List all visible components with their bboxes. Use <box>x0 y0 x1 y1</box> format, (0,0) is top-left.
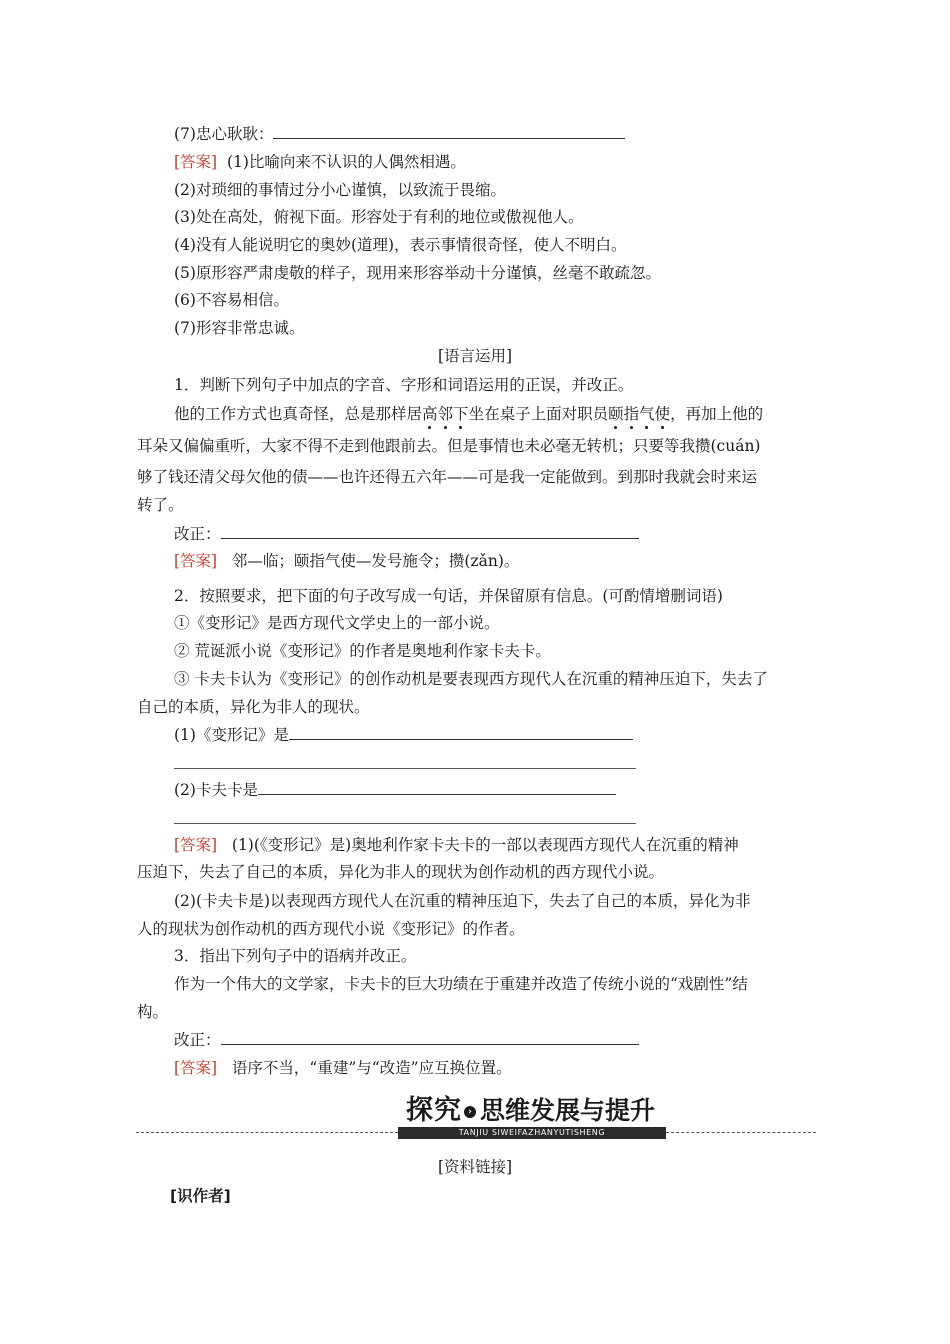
q3-sentence-a: 作为一个伟大的文学家，卡夫卡的巨大功绩在于重建并改造了传统小说的“戏剧性”结 <box>174 975 748 993</box>
q2-answer-2b: 人的现状为创作动机的西方现代小说《变形记》的作者。 <box>137 920 525 938</box>
q3-answer <box>174 1058 512 1078</box>
fix-label: 改正： <box>174 1031 221 1049</box>
q3-fix-line <box>174 1030 639 1050</box>
dotted-char: 下 <box>453 405 469 423</box>
q2-blank-1 <box>174 725 633 745</box>
answer-blank-line <box>174 823 636 824</box>
q1-text: 坐在桌子上面对职员 <box>468 405 609 423</box>
section-heading-material: [资料链接] <box>437 1158 513 1176</box>
section-banner <box>136 1096 816 1144</box>
q2-sentence-3a: ③ 卡夫卡认为《变形记》的创作动机是要表现西方现代人在沉重的精神压迫下，失去了 <box>174 670 768 688</box>
fix-blank <box>221 524 639 539</box>
q1-passage-line-4: 转了。 <box>137 496 184 514</box>
blank-label: (2)卡夫卡是 <box>174 781 258 799</box>
q1-fix-line <box>174 524 639 544</box>
q7-blank <box>273 124 625 139</box>
answer-blank <box>289 725 633 740</box>
q2-sentence-2: ② 荒诞派小说《变形记》的作者是奥地利作家卡夫卡。 <box>174 642 551 660</box>
dotted-char: 使 <box>654 405 671 423</box>
q2-answer-2a: (2)(卡夫卡是)以表现西方现代人在沉重的精神压迫下，失去了自己的本质，异化为非 <box>174 892 751 910</box>
banner-title-main: 探究 <box>406 1095 462 1126</box>
idiom-answer-text: (1)比喻向来不认识的人偶然相遇。 <box>226 153 466 171</box>
idiom-answer-5: (5)原形容严肃虔敬的样子，现用来形容举动十分谨慎，丝毫不敢疏忽。 <box>174 264 661 282</box>
banner-dashed-rule-right <box>666 1132 816 1133</box>
answer-tag: [答案] <box>174 153 218 171</box>
fix-blank <box>221 1030 639 1045</box>
dotted-char: 气 <box>639 405 655 423</box>
idiom-answer-1 <box>174 152 466 172</box>
banner-title <box>406 1096 655 1126</box>
q1-prompt: 1．判断下列句子中加点的字音、字形和词语运用的正误，并改正。 <box>174 376 634 394</box>
q2-sentence-1: ①《变形记》是西方现代文学史上的一部小说。 <box>174 614 500 632</box>
dotted-char: 指 <box>623 405 640 423</box>
answer-tag: [答案] <box>174 552 218 570</box>
idiom-answer-3: (3)处在高处，俯视下面。形容处于有利的地位或傲视他人。 <box>174 208 584 226</box>
q3-prompt: 3．指出下列句子中的语病并改正。 <box>174 947 417 965</box>
idiom-answer-2: (2)对琐细的事情过分小心谨慎，以致流于畏缩。 <box>174 181 506 199</box>
answer-blank <box>258 780 616 795</box>
q1-text: ，再加上他的 <box>670 405 764 423</box>
dotted-char: 高 <box>422 405 438 423</box>
idiom-answer-6: (6)不容易相信。 <box>174 291 289 309</box>
section-heading-language: [语言运用] <box>437 347 513 365</box>
q2-prompt: 2．按照要求，把下面的句子改写成一句话，并保留原有信息。(可酌情增删词语) <box>174 587 723 605</box>
banner-pinyin-bar: TANJIU SIWEIFAZHANYUTISHENG <box>398 1127 666 1139</box>
banner-dashed-rule-left <box>136 1132 398 1133</box>
q1-answer <box>174 551 519 571</box>
q2-blank-2 <box>174 780 616 800</box>
answer-tag: [答案] <box>174 836 218 854</box>
fix-label: 改正： <box>174 525 221 543</box>
idiom-answer-4: (4)没有人能说明它的奥妙(道理)，表示事情很奇怪，使人不明白。 <box>174 236 627 254</box>
q1-passage-line-2: 耳朵又偏偏重听，大家不得不走到他跟前去。但是事情也未必毫无转机；只要等我攒(cuán) <box>137 437 761 455</box>
q7-label: (7)忠心耿耿： <box>174 125 274 143</box>
q7-line <box>174 124 625 144</box>
answer-text: 邻—临；颐指气使—发号施令；攒(zǎn)。 <box>231 552 520 570</box>
q2-answer-1a <box>174 835 739 855</box>
q1-passage-line-1 <box>174 404 763 424</box>
chevron-right-icon: › <box>464 1106 476 1118</box>
answer-tag: [答案] <box>174 1059 218 1077</box>
answer-text: 语序不当，“重建”与“改造”应互换位置。 <box>231 1059 512 1077</box>
idiom-answer-7: (7)形容非常忠诚。 <box>174 319 305 337</box>
answer-blank-line <box>174 768 636 769</box>
q1-text: 他的工作方式也真奇怪，总是那样居 <box>174 405 423 423</box>
answer-text: (1)(《变形记》是)奥地利作家卡夫卡的一部以表现西方现代人在沉重的精神 <box>231 836 739 854</box>
know-author-heading: [识作者] <box>170 1187 231 1205</box>
q3-sentence-b: 构。 <box>137 1003 169 1021</box>
q1-passage-line-3: 够了钱还清父母欠他的债——也许还得五六年——可是我一定能做到。到那时我就会时来运 <box>137 468 758 486</box>
dotted-char: 邻 <box>437 405 454 423</box>
q2-answer-1b: 压迫下，失去了自己的本质，异化为非人的现状为创作动机的西方现代小说。 <box>137 863 665 881</box>
blank-label: (1)《变形记》是 <box>174 726 289 744</box>
banner-title-sub: 思维发展与提升 <box>480 1096 656 1125</box>
dotted-char: 颐 <box>608 405 624 423</box>
q2-sentence-3b: 自己的本质，异化为非人的现状。 <box>137 698 370 716</box>
